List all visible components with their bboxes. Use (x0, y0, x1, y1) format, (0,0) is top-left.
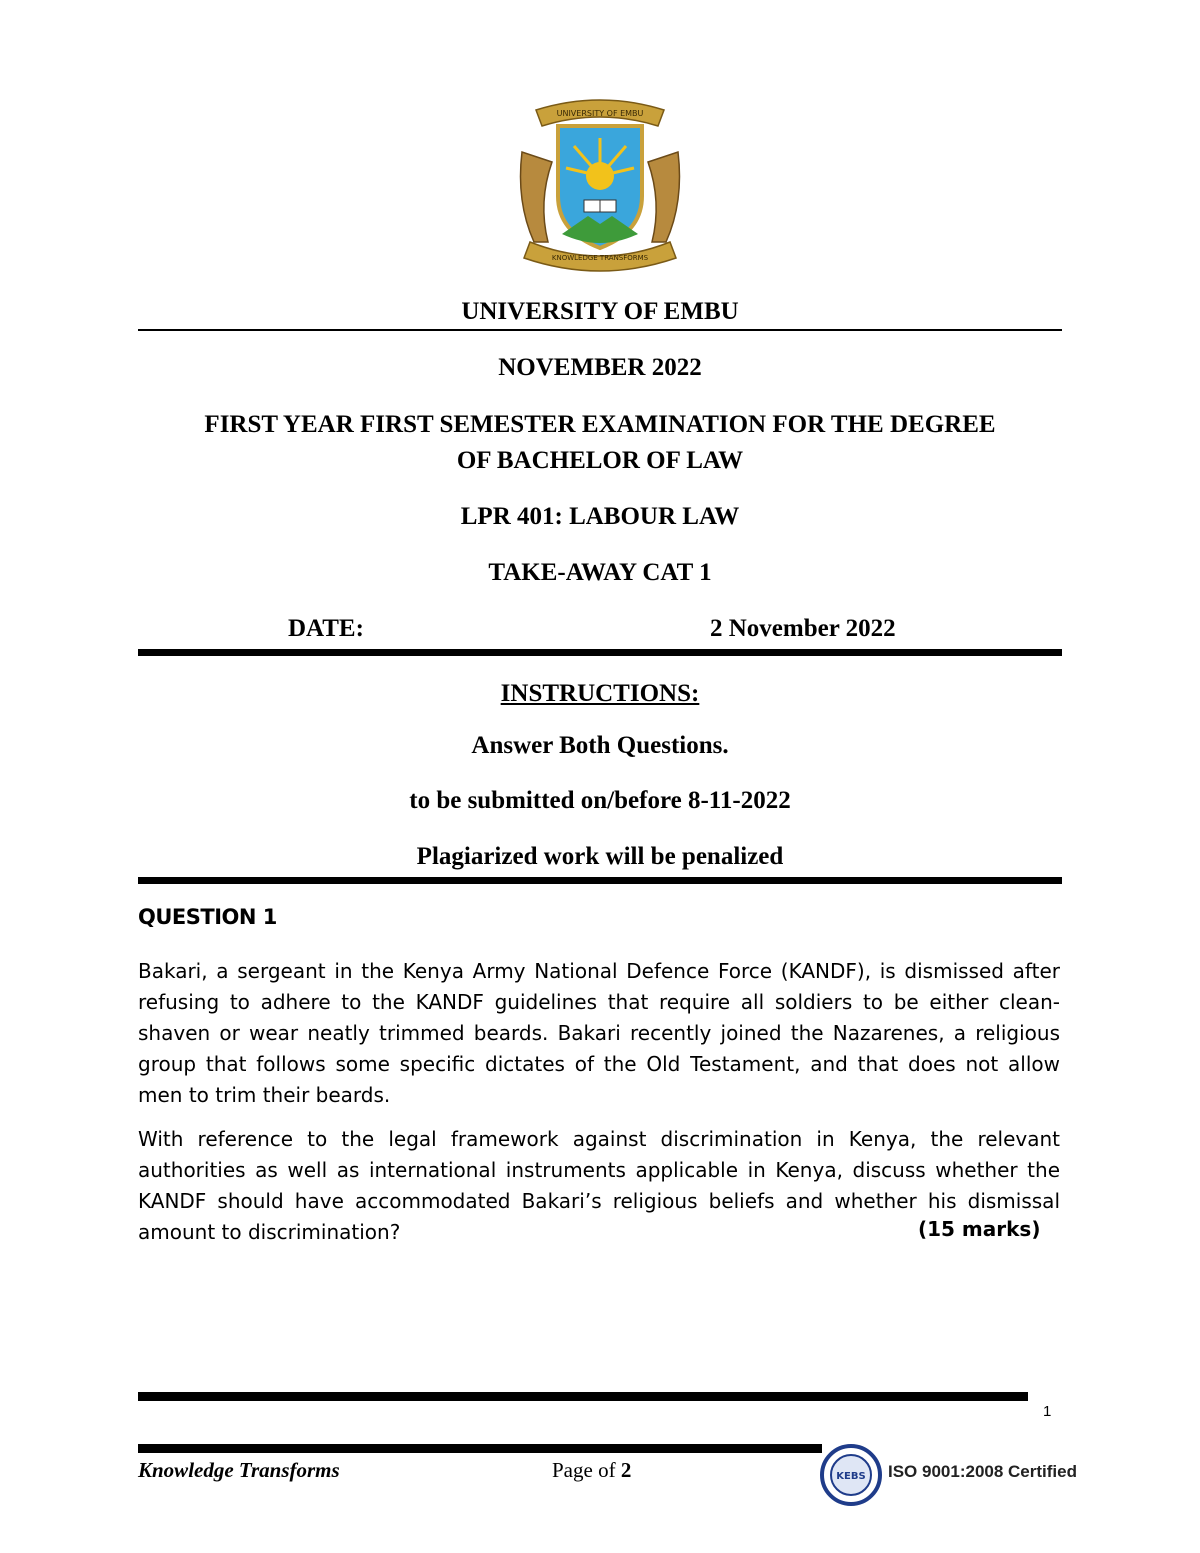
question-1-title: QUESTION 1 (138, 905, 277, 929)
instruction-plagiarism: Plagiarized work will be penalized (416, 843, 784, 870)
instructions-divider (138, 877, 1062, 884)
cat-title: TAKE-AWAY CAT 1 (488, 559, 712, 586)
instructions-heading: INSTRUCTIONS: (500, 680, 700, 707)
svg-text:UNIVERSITY OF EMBU: UNIVERSITY OF EMBU (556, 109, 644, 118)
footer-motto: Knowledge Transforms (138, 1458, 340, 1482)
exam-title-line2: OF BACHELOR OF LAW (456, 447, 744, 474)
university-logo (508, 92, 692, 272)
footer-page-total: 2 (620, 1458, 632, 1482)
page-number: 1 (1043, 1403, 1052, 1420)
exam-month-year: NOVEMBER 2022 (498, 354, 702, 381)
footer-divider-bottom (138, 1444, 822, 1453)
date-label: DATE: (288, 615, 364, 642)
header-divider (138, 329, 1062, 331)
kebs-seal-icon (820, 1444, 882, 1506)
footer-page-info (552, 1458, 631, 1483)
university-name: UNIVERSITY OF EMBU (461, 298, 739, 325)
date-divider (138, 649, 1062, 656)
svg-text:KNOWLEDGE TRANSFORMS: KNOWLEDGE TRANSFORMS (551, 254, 649, 262)
question-1-scenario: Bakari, a sergeant in the Kenya Army National Defence Force (KANDF), is dismissed after refusing to adhere to the KANDF guidelines that require all soldiers to be either clean-shaven or wear neatly trimmed beards. Bakari recently joined the Nazarenes, a religious group that follows some specific dictates of the Old Testament, and that does not allow men to trim their beards. (138, 959, 1060, 1107)
footer-divider-top (138, 1392, 1028, 1401)
instruction-deadline: to be submitted on/before 8-11-2022 (409, 787, 791, 814)
question-1-marks: (15 marks) (918, 1217, 1041, 1241)
date-value: 2 November 2022 (710, 615, 896, 642)
question-1-prompt: With reference to the legal framework against discrimination in Kenya, the relevant authorities as well as international instruments applicable in Kenya, discuss whether the KANDF should have accommodated Bakari’s religious beliefs and whether his dismissal amount to discrimination? (138, 1127, 1060, 1244)
coat-of-arms-icon (508, 92, 692, 272)
exam-title-line1: FIRST YEAR FIRST SEMESTER EXAMINATION FOR THE DEGREE (204, 411, 996, 438)
course-title: LPR 401: LABOUR LAW (460, 503, 740, 530)
kebs-seal (820, 1444, 882, 1506)
iso-certification: ISO 9001:2008 Certified (888, 1462, 1077, 1481)
instruction-answer-both: Answer Both Questions. (471, 732, 729, 759)
footer-page-label: Page of (552, 1458, 616, 1482)
svg-text:KEBS: KEBS (836, 1471, 866, 1482)
